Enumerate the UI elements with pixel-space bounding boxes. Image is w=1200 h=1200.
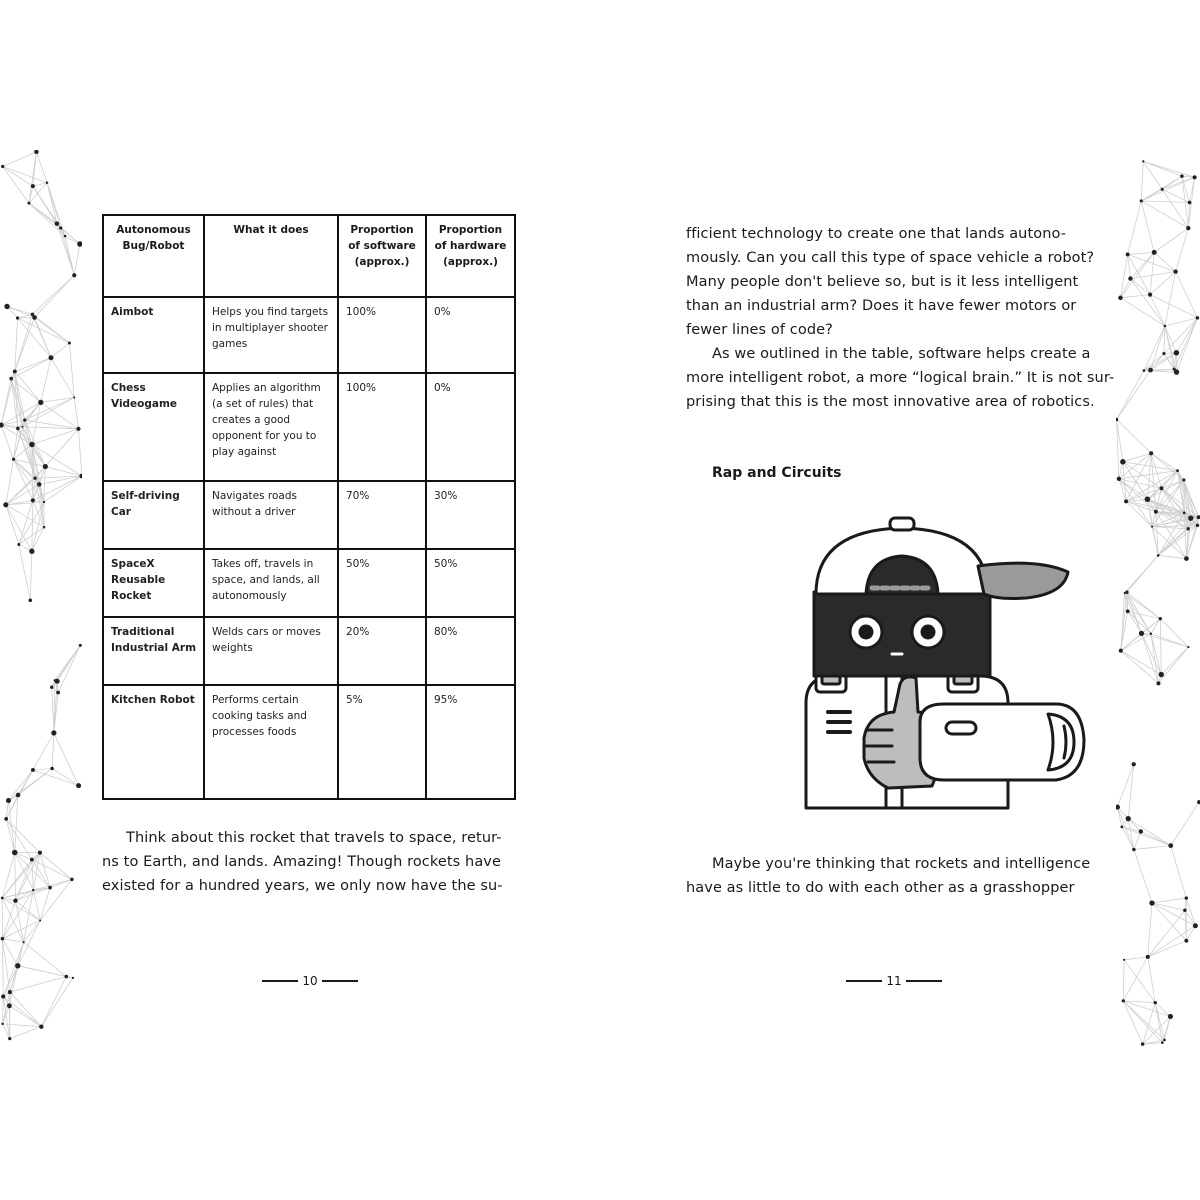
cell-what: Helps you find targets in multiplayer shooter games <box>204 297 338 373</box>
page-number-left <box>262 971 358 991</box>
text-line: Think about this rocket that travels to space, retur- <box>126 830 502 846</box>
robot-illustration <box>768 508 1108 818</box>
cell-hardware: 80% <box>426 617 515 685</box>
table-row <box>103 481 515 549</box>
cell-what: Applies an algorithm (a set of rules) that creates a good opponent for you to play against <box>204 373 338 481</box>
text-line: ns to Earth, and lands. Amazing! Though rockets have <box>102 854 502 870</box>
cell-what: Performs certain cooking tasks and processes foods <box>204 685 338 799</box>
table-header-row <box>103 215 515 297</box>
cell-robot: Chess Videogame <box>103 373 204 481</box>
body-paragraph-left <box>102 826 522 898</box>
folio-dash <box>906 980 942 982</box>
text-line: As we outlined in the table, software helps create a <box>712 346 1091 362</box>
table-row <box>103 373 515 481</box>
section-heading: Rap and Circuits <box>712 465 842 481</box>
cell-software: 20% <box>338 617 426 685</box>
cell-what: Welds cars or moves weights <box>204 617 338 685</box>
cell-what: Navigates roads without a driver <box>204 481 338 549</box>
cell-software: 100% <box>338 297 426 373</box>
text-line: Many people don't believe so, but is it less intelligent <box>686 274 1079 290</box>
cell-robot: SpaceX Reusable Rocket <box>103 549 204 617</box>
page-number: 10 <box>302 974 318 988</box>
header-robot: Autonomous Bug/Robot <box>103 215 204 297</box>
body-paragraph-right-bottom <box>686 852 1106 900</box>
cell-robot: Kitchen Robot <box>103 685 204 799</box>
text-line: existed for a hundred years, we only now have the su- <box>102 878 503 894</box>
page-number: 11 <box>886 974 902 988</box>
table-row <box>103 685 515 799</box>
text-line: Maybe you're thinking that rockets and intelligence <box>712 856 1091 872</box>
cell-hardware: 95% <box>426 685 515 799</box>
body-paragraph-right-top <box>686 222 1115 414</box>
page-number-right <box>846 971 942 991</box>
right-page <box>600 0 1200 1200</box>
text-line: mously. Can you call this type of space vehicle a robot? <box>686 250 1095 266</box>
cell-hardware: 0% <box>426 373 515 481</box>
folio-dash <box>262 980 298 982</box>
cell-software: 100% <box>338 373 426 481</box>
text-line: than an industrial arm? Does it have fewer motors or <box>686 298 1077 314</box>
text-line: fewer lines of code? <box>686 322 833 338</box>
cell-robot: Self-driving Car <box>103 481 204 549</box>
header-hardware: Proportion of hardware (approx.) <box>426 215 515 297</box>
text-line: fficient technology to create one that lands autono- <box>686 226 1067 242</box>
cell-software: 5% <box>338 685 426 799</box>
cell-what: Takes off, travels in space, and lands, all autonomously <box>204 549 338 617</box>
cell-software: 50% <box>338 549 426 617</box>
folio-dash <box>846 980 882 982</box>
cell-hardware: 30% <box>426 481 515 549</box>
text-line: prising that this is the most innovative area of robotics. <box>686 394 1095 410</box>
table-row <box>103 549 515 617</box>
text-line: more intelligent robot, a more “logical brain.” It is not sur- <box>686 370 1115 386</box>
cell-hardware: 0% <box>426 297 515 373</box>
header-what: What it does <box>204 215 338 297</box>
header-software: Proportion of software (approx.) <box>338 215 426 297</box>
cell-software: 70% <box>338 481 426 549</box>
text-line: have as little to do with each other as a grasshopper <box>686 880 1075 896</box>
cell-hardware: 50% <box>426 549 515 617</box>
cell-robot: Aimbot <box>103 297 204 373</box>
cell-robot: Traditional Industrial Arm <box>103 617 204 685</box>
table-row <box>103 297 515 373</box>
table-row <box>103 617 515 685</box>
folio-dash <box>322 980 358 982</box>
robot-comparison-table <box>102 214 516 800</box>
